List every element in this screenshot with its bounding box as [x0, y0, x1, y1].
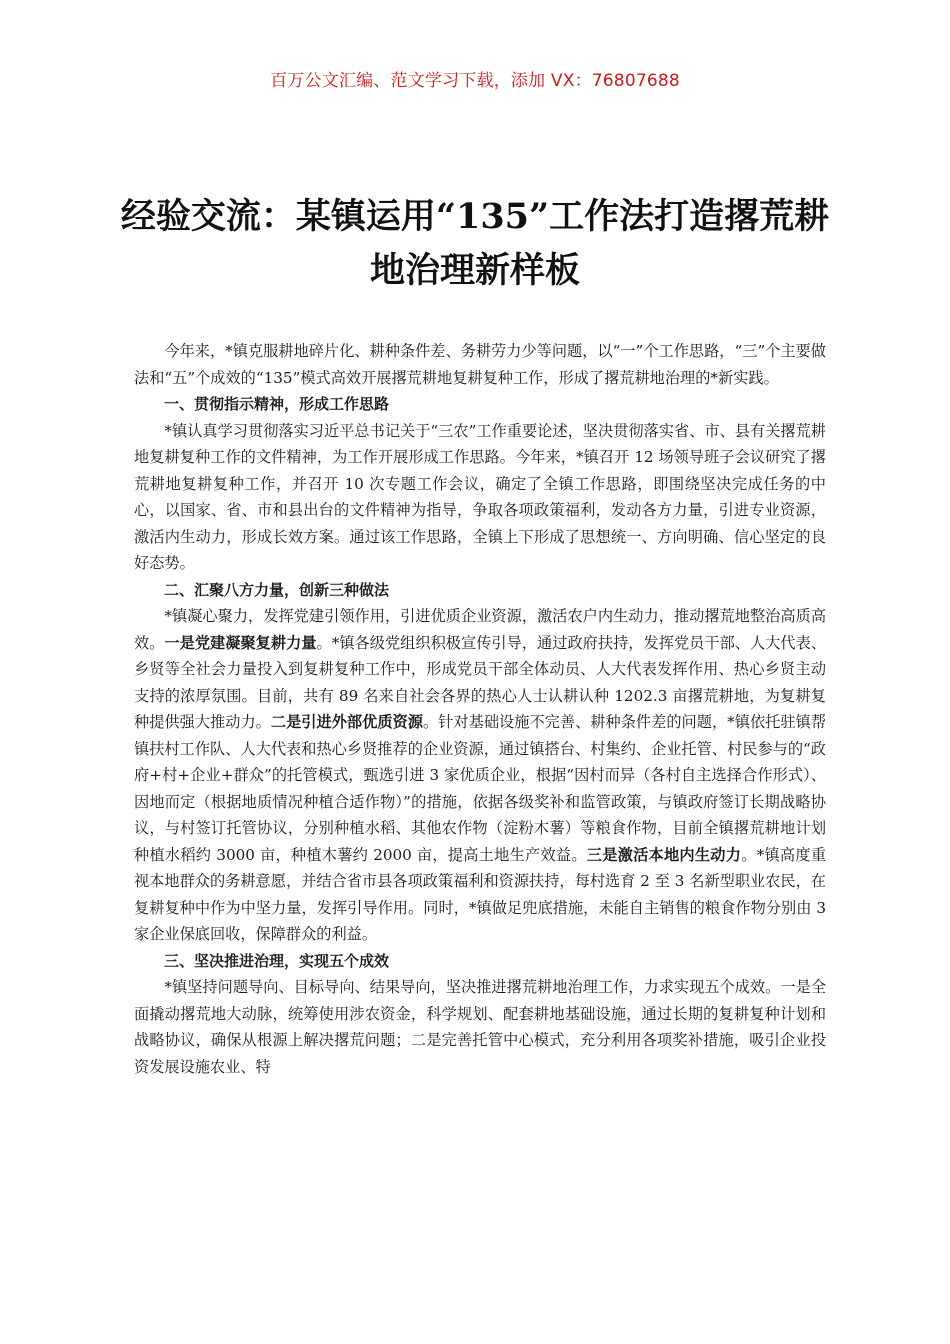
point-3-title: 三是激活本地内生动力: [586, 845, 742, 864]
section-3-paragraph: *镇坚持问题导向、目标导向、结果导向，坚决推进撂荒耕地治理工作，力求实现五个成效。一是全面撬动撂荒地大动脉，统筹使用涉农资金，科学规划、配套耕地基础设施，通过长期的复耕复种计划和战略协议，确保从根源上解决撂荒问题；二是完善托管中心模式，充分利用各项奖补措施，吸引企业投资发展设施农业、特: [134, 978, 826, 1076]
point-1-text: 。*镇各级党组织积极宣传引导，通过政府扶持，发挥党员干部、人大代表、乡贤等全社会力量投入到复耕复种工作中，形成党员干部全体动员、人大代表发挥作用、热心乡贤主动支持的浓厚氛围。目前，共有 89 名来自社会各界的热心人士认耕认种 1202.3 亩撂荒耕地，为复耕复种提供强大推动力。: [134, 633, 827, 731]
section-heading-3: 三、坚决推进治理，实现五个成效: [164, 951, 390, 970]
section-heading-2: 二、汇聚八方力量，创新三种做法: [164, 580, 390, 599]
section-2-paragraph: [134, 603, 826, 948]
article-body: [134, 338, 826, 1080]
page-title: 经验交流：某镇运用“135”工作法打造撂荒耕地治理新样板: [120, 196, 830, 291]
section-heading-1: 一、贯彻指示精神，形成工作思路: [164, 395, 390, 413]
point-3-text: 。*镇高度重视本地群众的务耕意愿，并结合省市县各项政策福利和资源扶持，每村选育 2 至 3 名新型职业农民，在复耕复种中作为中坚力量，发挥引导作用。同时，*镇做足兜底措施，未能自主销售的粮食作物分别由 3 家企业保底回收，保障群众的利益。: [134, 845, 827, 943]
section-2-lead: *镇凝心聚力，发挥党建引领作用，引进优质企业资源，激活农户内生动力，推动撂荒地整治高质高效。: [134, 607, 826, 652]
header-banner: 百万公文汇编、范文学习下载，添加 VX：76807688: [270, 71, 680, 91]
point-1-title: 一是党建凝聚复耕力量: [164, 633, 317, 652]
intro-paragraph: 今年来，*镇克服耕地碎片化、耕种条件差、务耕劳力少等问题，以“一”个工作思路，“三”个主要做法和“五”个成效的“135”模式高效开展撂荒耕地复耕复种工作，形成了撂荒耕地治理的*新实践。: [134, 342, 826, 387]
point-2-text: 。针对基础设施不完善、耕种条件差的问题，*镇依托驻镇帮镇扶村工作队、人大代表和热心乡贤推荐的企业资源，通过镇搭台、村集约、企业托管、村民参与的“政府+村+企业+群众”的托管模式，甄选引进 3 家优质企业，根据“因村而异（各村自主选择合作形式）、因地而定（根据地质情况种植合适作物）”的措施，依据各级奖补和监管政策，与镇政府签订长期战略协议，与村签订托管协议，分别种植水稻、其他农作物（淀粉木薯）等粮食作物，目前全镇撂荒耕地计划种植水稻约 3000 亩，种植木薯约 2000 亩，提高土地生产效益。: [134, 713, 827, 864]
section-1-paragraph: *镇认真学习贯彻落实习近平总书记关于“三农”工作重要论述，坚决贯彻落实省、市、县有关撂荒耕地复耕复种工作的文件精神，为工作开展形成工作思路。今年来，*镇召开 12 场领导班子会议研究了撂荒耕地复耕复种工作，并召开 10 次专题工作会议，确定了全镇工作思路，即围绕坚决完成任务的中心，以国家、省、市和县出台的文件精神为指导，争取各项政策福利，发动各方力量，引进专业资源，激活内生动力，形成长效方案。通过该工作思路，全镇上下形成了思想统一、方向明确、信心坚定的良好态势。: [134, 421, 826, 572]
point-2-title: 二是引进外部优质资源: [270, 713, 423, 731]
